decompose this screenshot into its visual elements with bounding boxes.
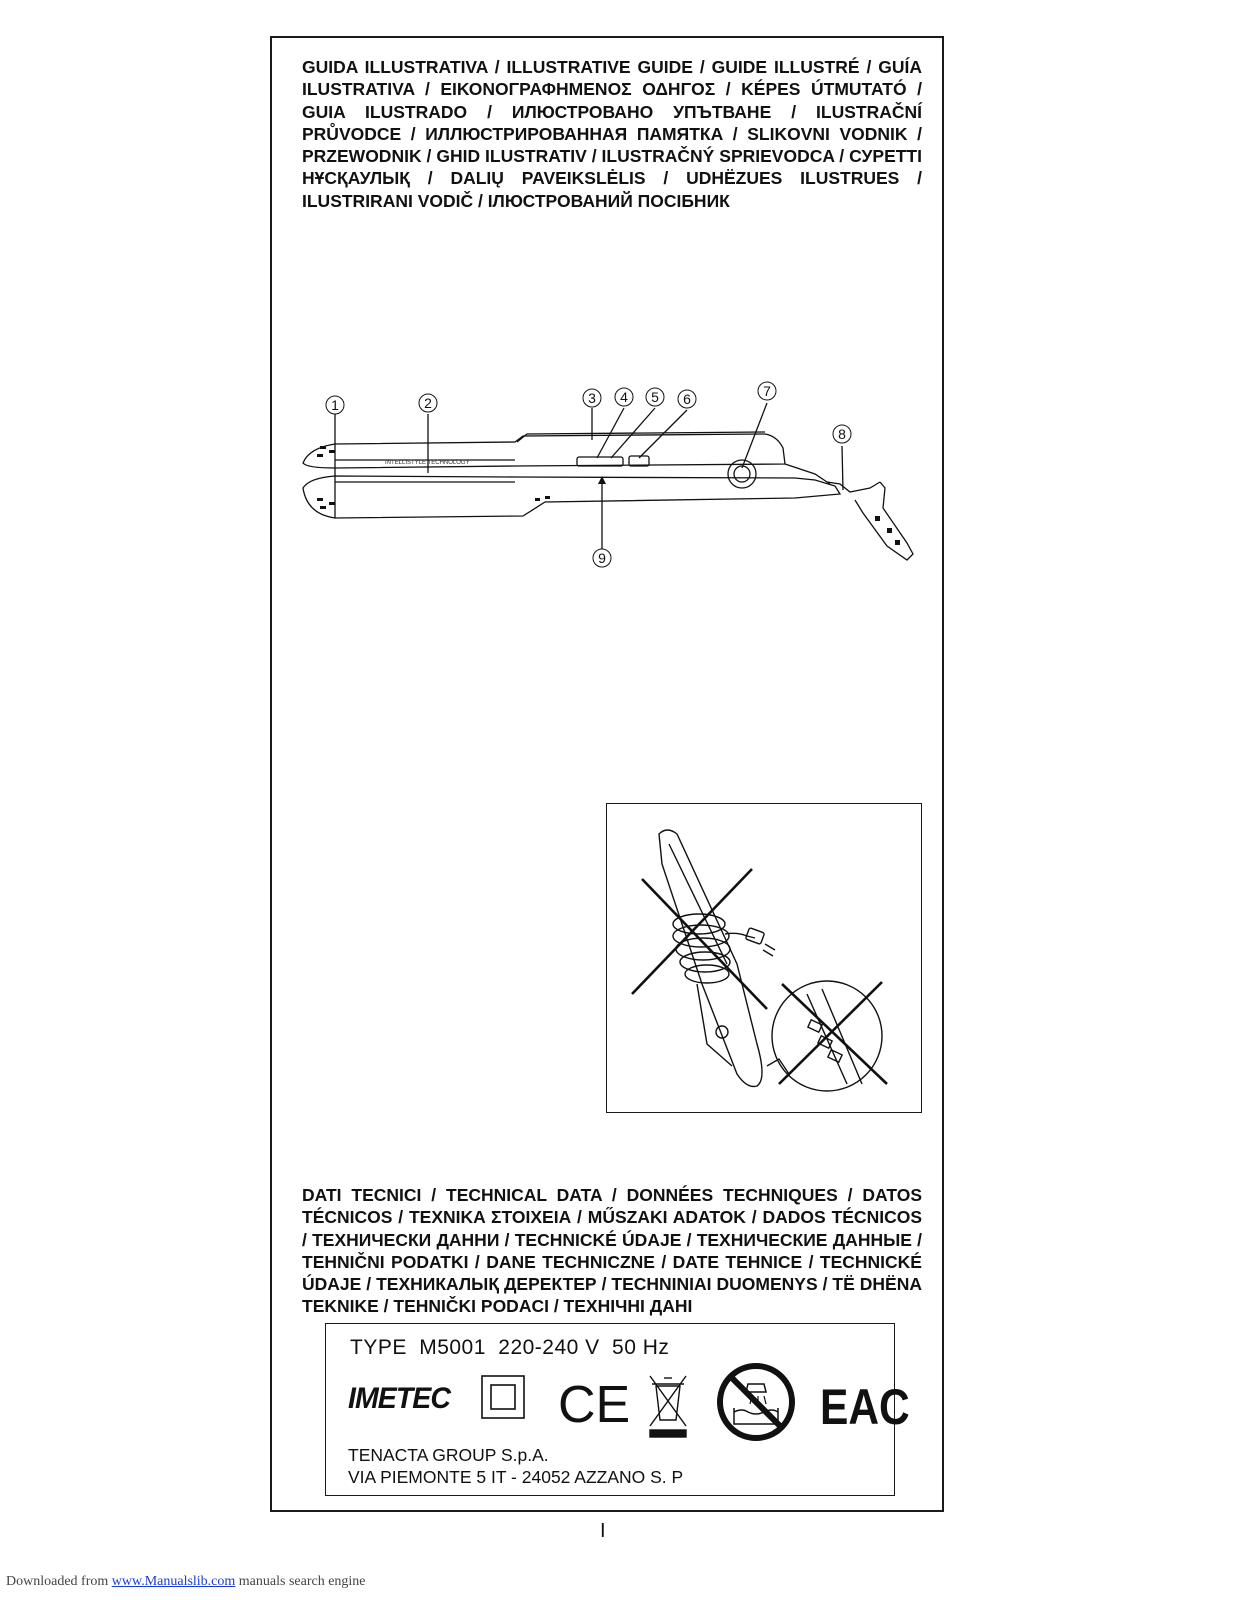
cord-warning-panel bbox=[606, 803, 922, 1113]
callout-2: 2 bbox=[424, 395, 432, 411]
svg-text:CE: CE bbox=[558, 1376, 631, 1434]
page-number: I bbox=[600, 1520, 606, 1542]
callout-5: 5 bbox=[651, 389, 659, 405]
straightener-diagram bbox=[295, 378, 925, 578]
callout-7: 7 bbox=[763, 383, 771, 399]
illustrative-guide-heading: GUIDA ILLUSTRATIVA / ILLUSTRATIVE GUIDE / GUIDE ILLUSTRÉ / GUÍA ILUSTRATIVA / ΕΙΚΟΝΟΓΡΑΦΗΜΕΝΟΣ ΟΔΗΓΟΣ / KÉPES ÚTMUTATÓ / GUIA ILUSTRADO / ИЛЮСТРОВАНО УПЪТВАНЕ / ILUSTRAČNÍ PRŮVODCE / ИЛЛЮСТРИРОВАННАЯ ПАМЯТКА / SLIKOVNI VODNIK / PRZEWODNIK / GHID ILUSTRATIV / ILUSTRAČNÝ SPRIEVODCA / СУРЕТТІ НҰСҚАУЛЫҚ / DALIŲ PAVEIKSLĖLIS / UDHËZUES ILUSTRUES / ILUSTRIRANI VODIČ / ІЛЮСТРОВАНИЙ ПОСІБНИК bbox=[302, 57, 922, 211]
svg-text:EAC: EAC bbox=[820, 1378, 910, 1435]
ce-mark-icon bbox=[558, 1376, 630, 1434]
do-not-wrap-cord-icon bbox=[607, 804, 920, 1111]
brand-logo: IMETEC bbox=[348, 1382, 450, 1415]
manualslib-link[interactable]: www.Manualslib.com bbox=[111, 1574, 236, 1589]
rating-line bbox=[350, 1336, 669, 1360]
callout-4: 4 bbox=[620, 389, 628, 405]
type-label: TYPE bbox=[350, 1336, 407, 1359]
company-address: VIA PIEMONTE 5 IT - 24052 AZZANO S. P bbox=[348, 1467, 684, 1487]
footer-prefix: Downloaded from bbox=[6, 1574, 112, 1589]
footer-suffix: manuals search engine bbox=[235, 1574, 366, 1589]
callout-3: 3 bbox=[588, 390, 596, 406]
no-water-immersion-icon bbox=[720, 1366, 792, 1438]
eac-mark-icon bbox=[820, 1379, 910, 1435]
voltage-rating: 220-240 V bbox=[498, 1336, 600, 1359]
callout-6: 6 bbox=[683, 391, 691, 407]
weee-crossed-bin-icon bbox=[650, 1376, 686, 1437]
model-number: M5001 bbox=[419, 1336, 486, 1359]
company-name: TENACTA GROUP S.p.A. bbox=[348, 1445, 549, 1465]
download-footer bbox=[6, 1574, 366, 1590]
manufacturer-info bbox=[348, 1444, 683, 1488]
callout-8: 8 bbox=[838, 426, 846, 442]
class-ii-double-insulation-icon bbox=[482, 1376, 524, 1418]
rating-label bbox=[325, 1323, 910, 1496]
plate-text: INTELLISTYLE TECHNOLOGY bbox=[385, 460, 470, 466]
technical-data-heading: DATI TECNICI / TECHNICAL DATA / DONNÉES TECHNIQUES / DATOS TÉCNICOS / TEXNIKA ΣΤΟΙΧΕΙΑ / MŰSZAKI ADATOK / DADOS TÉCNICOS / ТЕХНИЧЕСКИ ДАННИ / TECHNICKÉ ÚDAJE / ТЕХНИЧЕСКИЕ ДАННЫЕ / TEHNIČNI PODATKI / DANE TECHNICZNE / DATE TEHNICE / TECHNICKÉ ÚDAJE / ТЕХНИКАЛЫҚ ДЕРЕКТЕР / TECHNINIAI DUOMENYS / TË DHËNA TEKNIKE / TEHNIČKI PODACI / ТЕХНІЧНІ ДАНІ bbox=[302, 1185, 922, 1317]
callout-9: 9 bbox=[598, 550, 606, 566]
callout-1: 1 bbox=[331, 397, 339, 413]
frequency-rating: 50 Hz bbox=[612, 1336, 670, 1359]
certification-symbols bbox=[476, 1364, 910, 1454]
